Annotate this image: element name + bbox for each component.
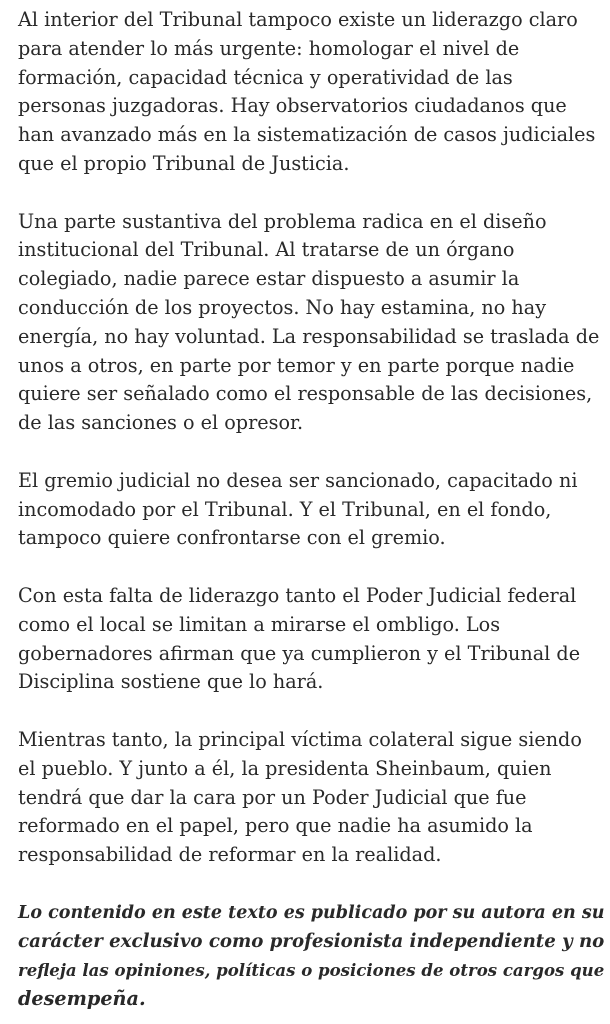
text-line: El gremio judicial no desea ser sancionado, capacitado ni <box>18 468 578 492</box>
paragraph-collateral-victim <box>18 726 598 870</box>
text-line: personas juzgadoras. Hay observatorios ciudadanos que <box>18 94 567 118</box>
text-line: Al interior del Tribunal tampoco existe un liderazgo claro <box>18 8 578 31</box>
text-line: responsabilidad de reformar en la realidad. <box>18 843 442 867</box>
text-line: reformado en el papel, pero que nadie ha asumido la <box>18 814 533 838</box>
author-disclaimer <box>18 899 605 1014</box>
text-line: carácter exclusivo como profesionista independiente y no <box>18 930 605 952</box>
text-line: de las sanciones o el opresor. <box>18 411 304 435</box>
text-line: conducción de los proyectos. No hay estamina, no hay <box>18 295 547 319</box>
text-line: institucional del Tribunal. Al tratarse de un órgano <box>18 238 515 262</box>
text-line: Lo contenido en este texto es publicado por su autora en su <box>18 902 605 923</box>
text-line: que el propio Tribunal de Justicia. <box>18 151 350 175</box>
text-line: el pueblo. Y junto a él, la presidenta Sheinbaum, quien <box>18 756 552 780</box>
text-line: como el local se limitan a mirarse el ombligo. Los <box>18 612 501 636</box>
text-line: unos a otros, en parte por temor y en parte porque nadie <box>18 353 575 377</box>
text-line: gobernadores afirman que ya cumplieron y el Tribunal de <box>18 641 581 665</box>
text-line: tendrá que dar la cara por un Poder Judicial que fue <box>18 785 527 809</box>
text-line: para atender lo más urgente: homologar el nivel de <box>18 36 520 60</box>
text-line: energía, no hay voluntad. La responsabilidad se traslada de <box>18 324 600 348</box>
text-line: desempeña. <box>18 987 146 1011</box>
text-line: Una parte sustantiva del problema radica en el diseño <box>18 209 547 233</box>
paragraph-tribunal-leadership <box>18 6 598 179</box>
paragraph-lack-of-leadership <box>18 582 598 697</box>
text-line: han avanzado más en la sistematización de casos judiciales <box>18 123 596 147</box>
text-line: Disciplina sostiene que lo hará. <box>18 670 324 694</box>
text-line: Con esta falta de liderazgo tanto el Poder Judicial federal <box>18 583 577 607</box>
text-line: refleja las opiniones, políticas o posiciones de otros cargos que <box>18 960 605 981</box>
paragraph-institutional-design <box>18 208 598 438</box>
text-line: quiere ser señalado como el responsable de las decisiones, <box>18 382 593 406</box>
text-line: tampoco quiere confrontarse con el gremio. <box>18 526 446 550</box>
text-line: Mientras tanto, la principal víctima colateral sigue siendo <box>18 727 582 751</box>
text-line: colegiado, nadie parece estar dispuesto a asumir la <box>18 267 520 291</box>
text-line: formación, capacidad técnica y operatividad de las <box>18 65 513 89</box>
text-line: incomodado por el Tribunal. Y el Tribunal, en el fondo, <box>18 497 552 521</box>
paragraph-judicial-guild <box>18 467 598 553</box>
